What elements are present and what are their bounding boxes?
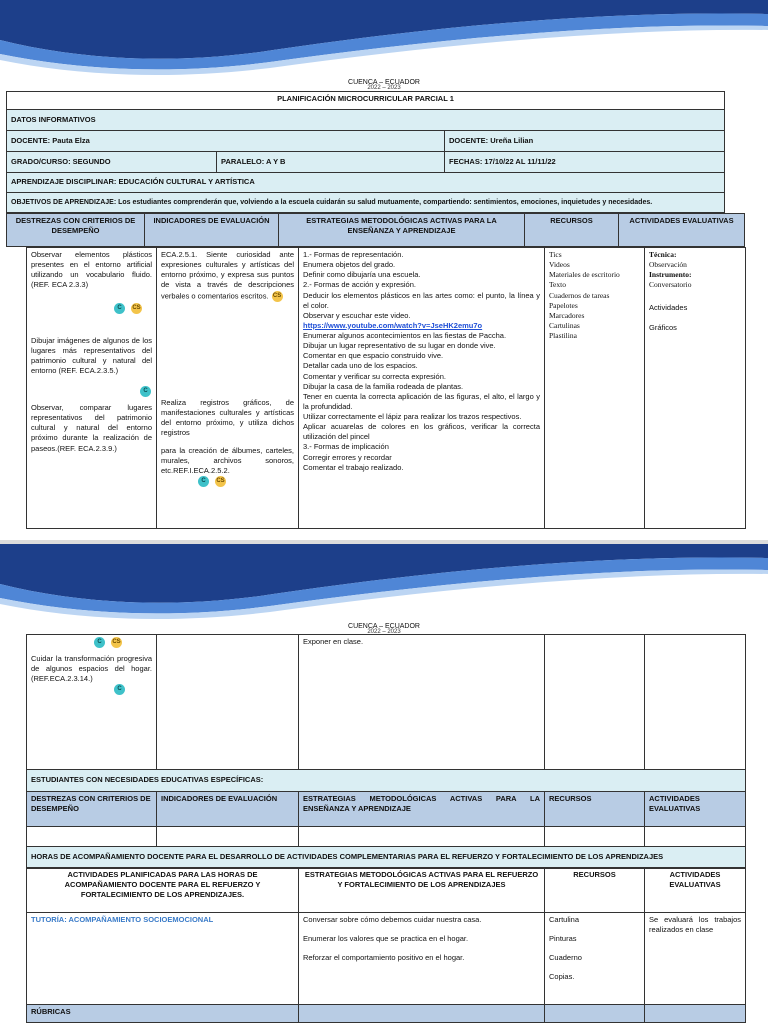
docente-2: DOCENTE: Ureña Lilian (445, 131, 725, 152)
rubricas-label: RÚBRICAS (27, 1005, 299, 1023)
nee-col-indicadores: INDICADORES DE EVALUACIÓN (157, 792, 299, 827)
col-recursos: RECURSOS (525, 214, 619, 247)
estrategia-item: Tener en cuenta la correcta aplicación de las figuras, el alto, el largo y la profundidad. (303, 391, 540, 411)
plan-title: PLANIFICACIÓN MICROCURRICULAR PARCIAL 1 (7, 92, 725, 110)
nee-empty-cell (645, 827, 746, 847)
nee-title: ESTUDIANTES CON NECESIDADES EDUCATIVAS ESPECÍFICAS: (27, 770, 746, 792)
estrategia-item: 2.- Formas de acción y expresión. (303, 280, 416, 290)
graficos-item: Gráficos (649, 322, 677, 332)
destreza-4: Cuidar la transformación progresiva de algunos espacios del hogar. (REF.ECA.2.3.14.) (31, 654, 152, 684)
columns-header-table (6, 213, 745, 247)
estrategia-item: Deducir los elementos plásticos en las artes como: el punto, la línea y el color. (303, 290, 540, 310)
estrategias-cell (299, 248, 545, 529)
nee-col-recursos: RECURSOS (545, 792, 645, 827)
cs-badge-icon: CS (131, 303, 142, 314)
tutoria-estrategia-2: Enumerar los valores que se practica en el hogar. (303, 934, 469, 944)
c-badge-icon: C (114, 303, 125, 314)
estrategia-item: Enumerar algunos acontecimientos en las fiestas de Paccha. (303, 331, 507, 340)
tecnica-value: Observación (649, 260, 687, 270)
datos-informativos: DATOS INFORMATIVOS (7, 110, 725, 131)
estrategia-item: Corregir errores y recordar (303, 452, 392, 462)
estrategia-item: Dibujar la casa de la familia rodeada de plantas. (303, 381, 464, 391)
indicador-3: para la creación de álbumes, carteles, murales, archivos sonoros, etc.REF.I.ECA.2.5.2. (161, 446, 294, 476)
c-badge-icon: C (198, 476, 209, 487)
grado-curso: GRADO/CURSO: SEGUNDO (7, 152, 217, 173)
continuation-table (26, 634, 746, 869)
tutoria-actividades-cell: Se evaluará los trabajos realizados en clase (645, 913, 746, 1005)
tutoria-recurso-4: Copias. (549, 972, 575, 982)
nee-col-estrategias: ESTRATEGIAS METODOLÓGICAS ACTIVAS PARA LA ENSEÑANZA Y APRENDIZAJE (299, 792, 545, 827)
tutoria-recursos-cell (545, 913, 645, 1005)
tutoria-recurso-1: Cartulina (549, 915, 580, 924)
indicadores-cell-2 (157, 635, 299, 770)
rubricas-cell (299, 1005, 545, 1023)
tutoria-cell (27, 913, 299, 1005)
tutoria-estrategias-cell (299, 913, 545, 1005)
aprendizaje-disciplinar: APRENDIZAJE DISCIPLINAR: EDUCACIÓN CULTURAL Y ARTÍSTICA (7, 173, 725, 193)
estrategia-item: Comentar en que espacio construido vive. (303, 351, 444, 361)
estrategia-item: Enumera objetos del grado. (303, 260, 396, 270)
actividades-cell-2 (645, 635, 746, 770)
instrumento-label: Instrumento: (649, 270, 692, 280)
recursos-cell-2 (545, 635, 645, 770)
cs-badge-icon: CS (215, 476, 226, 487)
nee-empty-cell (27, 827, 157, 847)
indicadores-cell (157, 248, 299, 529)
col-estrategias: ESTRATEGIAS METODOLÓGICAS ACTIVAS PARA LA ENSEÑANZA Y APRENDIZAJE (279, 214, 525, 247)
fechas: FECHAS: 17/10/22 AL 11/11/22 (445, 152, 725, 173)
year-text: 2022 – 2023 (367, 85, 401, 92)
content-table (26, 247, 746, 529)
estrategia-item: Detallar cada uno de los espacios. (303, 361, 418, 371)
page-2 (0, 544, 768, 1024)
estrategia-item: Dibujar un lugar representativo de su lugar en donde vive. (303, 341, 496, 351)
destreza-3: Observar, comparar lugares representativos del patrimonio cultural y natural del entorno próximo durante la realización de paseos.(REF. ECA.2.3.9.) (31, 403, 152, 453)
col-indicadores: INDICADORES DE EVALUACIÓN (145, 214, 279, 247)
col-estrategias-refuerzo: ESTRATEGIAS METODOLÓGICAS ACTIVAS PARA EL REFUERZO Y FORTALECIMIENTO DE LOS APRENDIZAJES (299, 868, 545, 913)
instrumento-value: Conversatorio (649, 280, 692, 290)
nee-empty-cell (545, 827, 645, 847)
destreza-1: Observar elementos plásticos presentes en el entorno artificial utilizando un vocabulario fluido.(REF. ECA 2.3.3) (31, 250, 152, 290)
paralelo: PARALELO: A Y B (217, 152, 445, 173)
estrategia-item: Aplicar acuarelas de colores en los gráficos, verificar la correcta utilización del pincel (303, 422, 540, 442)
estrategia-item: 3.- Formas de implicación (303, 442, 389, 452)
nee-empty-cell (157, 827, 299, 847)
recurso-item: Materiales de escritorio (549, 270, 620, 280)
recurso-item: Plastilina (549, 331, 577, 340)
estrategia-item: Observar y escuchar este video. (303, 310, 411, 320)
col-actividades-refuerzo: ACTIVIDADES EVALUATIVAS (645, 868, 746, 913)
nee-col-actividades: ACTIVIDADES EVALUATIVAS (645, 792, 746, 827)
nee-empty-cell (299, 827, 545, 847)
rubricas-cell (545, 1005, 645, 1023)
estrategia-item: Utilizar correctamente el lápiz para realizar los trazos respectivos. (303, 412, 522, 421)
tutoria-recurso-2: Pinturas (549, 934, 577, 944)
city-text: CUENCA – ECUADOR (348, 79, 420, 86)
rubricas-cell (645, 1005, 746, 1023)
col-planificadas: ACTIVIDADES PLANIFICADAS PARA LAS HORAS DE ACOMPAÑAMIENTO DOCENTE PARA EL REFUERZO Y FORTALECIMIENTO DE LOS APRENDIZAJES. (27, 868, 299, 913)
indicador-1: ECA.2.5.1. Siente curiosidad ante expresiones culturales y artísticas del entorno próximo, y expresa sus puntos de vista a través de descripciones verbales o comentarios escritos. CS (161, 250, 294, 300)
city-text: CUENCA – ECUADOR (348, 623, 420, 630)
tutoria-label: TUTORÍA: ACOMPAÑAMIENTO SOCIOEMOCIONAL (31, 915, 214, 924)
c-badge-icon: C (114, 684, 125, 695)
recurso-item: Tics (549, 250, 562, 259)
recurso-item: Marcadores (549, 310, 585, 320)
nee-col-destrezas: DESTREZAS CON CRITERIOS DE DESEMPEÑO (27, 792, 157, 827)
header-wave-decoration (0, 544, 768, 622)
recurso-item: Papelotes (549, 300, 578, 310)
recurso-item: Videos (549, 260, 570, 270)
col-destrezas: DESTREZAS CON CRITERIOS DE DESEMPEÑO (7, 214, 145, 247)
estrategia-item: Comentar el trabajo realizado. (303, 462, 404, 472)
estrategia-exponer: Exponer en clase. (303, 637, 364, 646)
col-actividades: ACTIVIDADES EVALUATIVAS (619, 214, 745, 247)
c-badge-icon: C (140, 386, 151, 397)
tutoria-estrategia-3: Reforzar el comportamiento positivo en el hogar. (303, 953, 465, 963)
tutoria-estrategia-1: Conversar sobre cómo debemos cuidar nuestra casa. (303, 915, 482, 924)
destrezas-cell-2 (27, 635, 157, 770)
recursos-cell (545, 248, 645, 529)
recurso-item: Cartulinas (549, 320, 580, 330)
cs-badge-icon: CS (272, 291, 283, 302)
docente-1: DOCENTE: Pauta Elza (7, 131, 445, 152)
col-recursos-refuerzo: RECURSOS (545, 868, 645, 913)
recurso-item: Texto (549, 280, 566, 290)
actividades-cell (645, 248, 746, 529)
estrategia-item: Comentar y verificar su correcta expresión. (303, 371, 446, 381)
horas-title: HORAS DE ACOMPAÑAMIENTO DOCENTE PARA EL DESARROLLO DE ACTIVIDADES COMPLEMENTARIAS PARA EL REFUERZO Y FORTALECIMIENTO DE LOS APRENDIZAJES (27, 847, 746, 869)
horas-table (26, 867, 746, 1023)
indicador-2: Realiza registros gráficos, de manifestaciones culturales y artísticas del entorno próximo, y utiliza dichos registros (161, 397, 294, 437)
tecnica-label: Técnica: (649, 250, 677, 259)
tutoria-recurso-3: Cuaderno (549, 953, 582, 963)
destrezas-cell (27, 248, 157, 529)
estrategia-item: 1.- Formas de representación. (303, 250, 404, 259)
c-badge-icon: C (94, 637, 105, 648)
estrategia-item: Definir como dibujaría una escuela. (303, 270, 421, 280)
estrategias-cell-2 (299, 635, 545, 770)
objetivos-aprendizaje: OBJETIVOS DE APRENDIZAJE: Los estudiantes comprenderán que, volviendo a la escuela cuidarán su salud mutuamente, compartiendo: sentimientos, emociones, inquietudes y necesidades. (7, 193, 725, 213)
actividades-item: Actividades (649, 302, 688, 312)
recurso-item: Cuadernos de tareas (549, 290, 610, 300)
info-table (6, 91, 725, 213)
year-text: 2022 – 2023 (367, 629, 401, 636)
video-link[interactable]: https://www.youtube.com/watch?v=JseHK2emu7o (303, 320, 483, 330)
cs-badge-icon: CS (111, 637, 122, 648)
destreza-2: Dibujar imágenes de algunos de los lugares más representativos del patrimonio cultural y natural del entorno (REF. ECA.2.3.5.) (31, 335, 152, 375)
header-wave-decoration (0, 0, 768, 78)
